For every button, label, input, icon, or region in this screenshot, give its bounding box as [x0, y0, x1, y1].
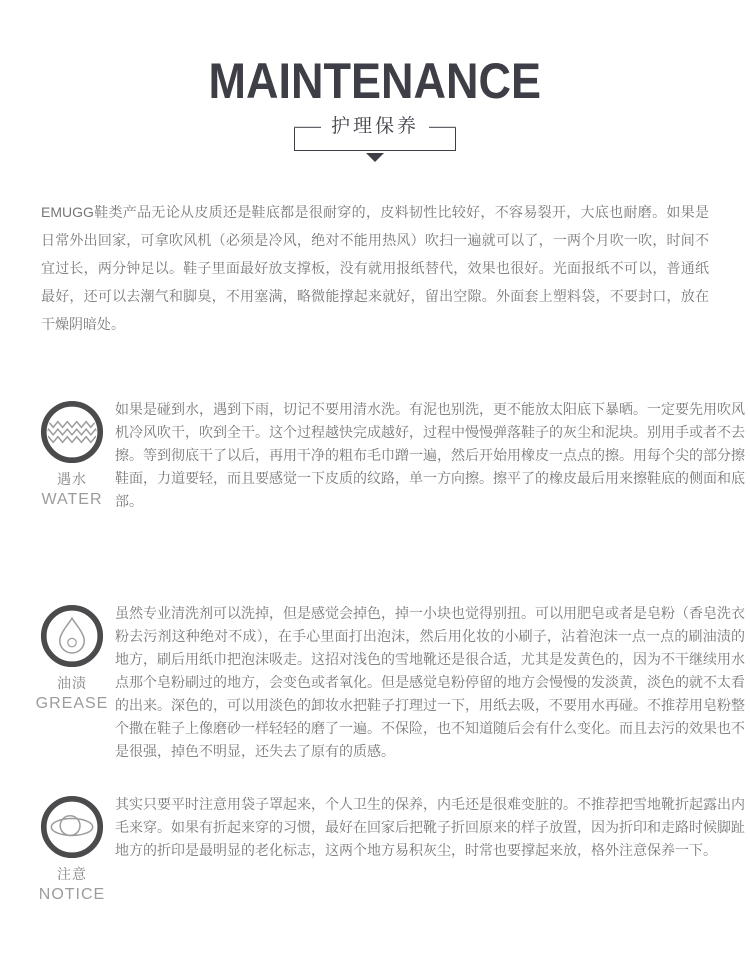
notice-eye-icon — [40, 795, 104, 859]
notice-icon-column — [38, 793, 106, 904]
water-icon-column — [38, 398, 106, 513]
maintenance-header — [0, 0, 750, 162]
page-title: MAINTENANCE — [208, 53, 542, 109]
grease-icon-column — [35, 602, 109, 763]
down-triangle-icon — [366, 153, 384, 162]
notice-label-en: NOTICE — [38, 886, 106, 903]
water-paragraph: 如果是碰到水，遇到下雨，切记不要用清水洗。有泥也别洗，更不能放太阳底下暴晒。一定要先用吹风机冷风吹干，吹到全干。这个过程越快完成越好，过程中慢慢弹落鞋子的灰尘和泥块。别用手或者不去擦。等到彻底干了以后，再用干净的粗布毛巾蹭一遍，然后开始用橡皮一点点的擦。用每个尖的部分擦鞋面，力道要轻，而且要感觉一下皮质的纹路，单一方向擦。擦平了的橡皮最后用来擦鞋底的侧面和底部。 — [115, 401, 745, 509]
page-subtitle: 护理保养 — [331, 115, 420, 137]
section-notice — [0, 793, 750, 904]
subtitle-right-line — [429, 126, 456, 127]
water-label-en: WATER — [41, 491, 103, 508]
section-water — [0, 398, 750, 513]
section-grease — [0, 602, 750, 763]
subtitle-bracket — [294, 115, 456, 151]
subtitle-left-line — [294, 126, 321, 127]
grease-label-zh: 油渍 — [57, 675, 87, 691]
water-wave-icon — [40, 400, 104, 464]
intro-paragraph: EMUGG鞋类产品无论从皮质还是鞋底都是很耐穿的，皮料韧性比较好，不容易裂开，大底也耐磨。如果是日常外出回家，可拿吹风机（必须是冷风，绝对不能用热风）吹扫一遍就可以了，一两个月吹一吹，时间不宜过长，两分钟足以。鞋子里面最好放支撑板，没有就用报纸替代，效果也很好。光面报纸不可以，普通纸最好，还可以去潮气和脚臭，不用塞满，略微能撑起来就好，留出空隙。外面套上塑料袋，不要封口，放在干燥阴暗处。 — [41, 204, 709, 332]
grease-paragraph: 虽然专业清洗剂可以洗掉，但是感觉会掉色，掉一小块也觉得别扭。可以用肥皂或者是皂粉（香皂洗衣粉去污剂这种绝对不成），在手心里面打出泡沫，然后用化妆的小刷子，沾着泡沫一点一点的刷油渍的地方，刷后用纸巾把泡沫吸走。这招对浅色的雪地靴还是很合适，尤其是发黄色的，因为不干继续用水点那个皂粉刷过的地方，会变色或者氧化。但是感觉皂粉停留的地方会慢慢的发淡黄，淡色的就不太看的出来。深色的，可以用淡色的卸妆水把鞋子打理过一下，用纸去吸，不要用水再碰。不推荐用皂粉整个撒在鞋子上像磨砂一样轻轻的磨了一遍。不保险，也不知道随后会有什么变化。而且去污的效果也不是很强，掉色不明显，还失去了原有的质感。 — [115, 605, 745, 759]
water-label-zh: 遇水 — [57, 471, 87, 487]
grease-label-en: GREASE — [35, 695, 109, 712]
notice-paragraph: 其实只要平时注意用袋子罩起来，个人卫生的保养，内毛还是很难变脏的。不推荐把雪地靴折起露出内毛来穿。如果有折起来穿的习惯，最好在回家后把靴子折回原来的样子放置，因为折印和走路时候脚趾地方的折印是最明显的老化标志，这两个地方易积灰尘，时常也要撑起来放，格外注意保养一下。 — [115, 796, 745, 858]
grease-droplet-icon — [40, 604, 104, 668]
notice-label-zh: 注意 — [57, 866, 87, 882]
